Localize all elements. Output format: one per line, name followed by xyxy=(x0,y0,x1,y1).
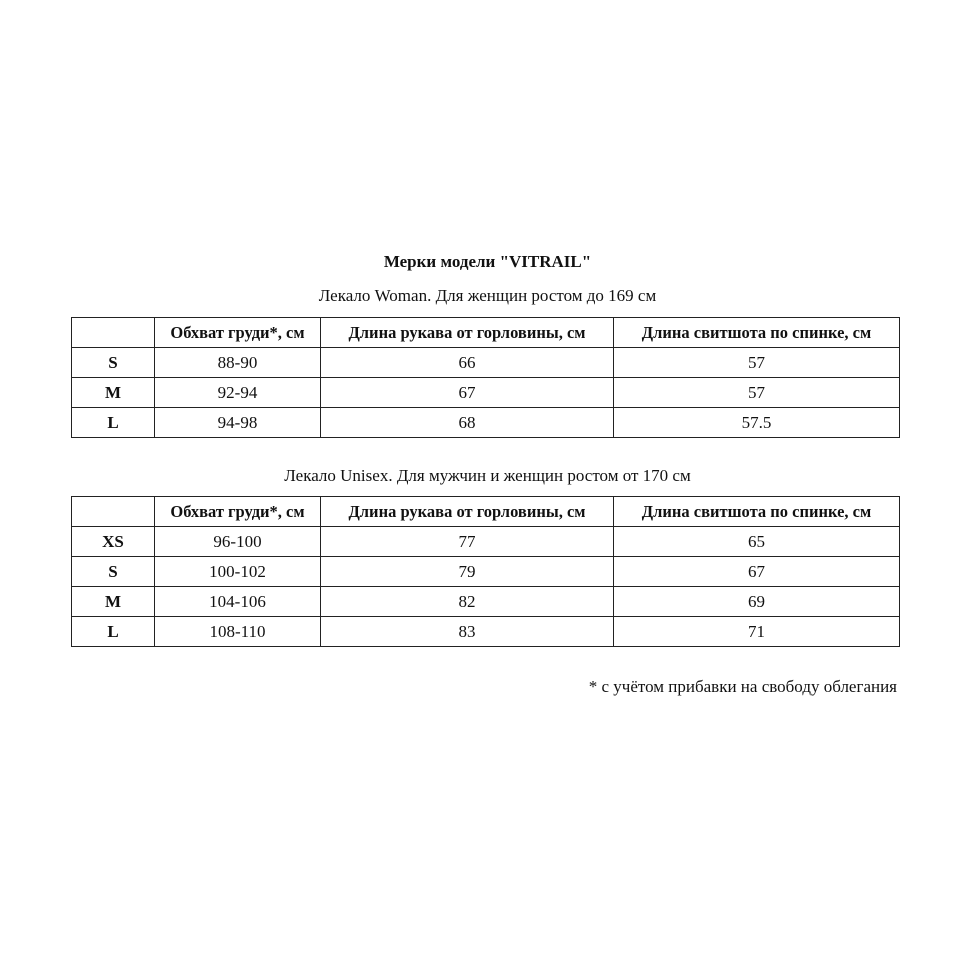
back-length-value: 67 xyxy=(614,557,900,587)
table-header-row xyxy=(72,318,900,348)
woman-size-table xyxy=(71,317,900,438)
header-size xyxy=(72,318,155,348)
header-sleeve: Длина рукава от горловины, см xyxy=(321,318,614,348)
back-length-value: 65 xyxy=(614,527,900,557)
back-length-value: 57 xyxy=(614,348,900,378)
chest-value: 96-100 xyxy=(155,527,321,557)
table-row xyxy=(72,408,900,438)
size-label: XS xyxy=(72,527,155,557)
back-length-value: 57 xyxy=(614,378,900,408)
size-label: S xyxy=(72,348,155,378)
chest-value: 108-110 xyxy=(155,617,321,647)
back-length-value: 71 xyxy=(614,617,900,647)
sleeve-value: 68 xyxy=(321,408,614,438)
sleeve-value: 82 xyxy=(321,587,614,617)
sleeve-value: 66 xyxy=(321,348,614,378)
chest-value: 88-90 xyxy=(155,348,321,378)
sleeve-value: 67 xyxy=(321,378,614,408)
size-label: M xyxy=(72,587,155,617)
header-chest: Обхват груди*, см xyxy=(155,497,321,527)
table-row xyxy=(72,587,900,617)
chest-value: 104-106 xyxy=(155,587,321,617)
page-title: Мерки модели "VITRAIL" xyxy=(383,252,592,271)
size-label: S xyxy=(72,557,155,587)
table-row xyxy=(72,348,900,378)
sleeve-value: 79 xyxy=(321,557,614,587)
sleeve-value: 77 xyxy=(321,527,614,557)
back-length-value: 69 xyxy=(614,587,900,617)
table-row xyxy=(72,557,900,587)
unisex-table-subtitle: Лекало Unisex. Для мужчин и женщин ростом от 170 см xyxy=(284,466,691,485)
table-row xyxy=(72,617,900,647)
table-row xyxy=(72,378,900,408)
header-back-length: Длина свитшота по спинке, см xyxy=(614,318,900,348)
chest-value: 94-98 xyxy=(155,408,321,438)
chest-value: 92-94 xyxy=(155,378,321,408)
size-label: L xyxy=(72,617,155,647)
unisex-size-table xyxy=(71,496,900,647)
woman-table-subtitle: Лекало Woman. Для женщин ростом до 169 см xyxy=(318,286,657,305)
header-back-length: Длина свитшота по спинке, см xyxy=(614,497,900,527)
header-size xyxy=(72,497,155,527)
size-label: M xyxy=(72,378,155,408)
header-sleeve: Длина рукава от горловины, см xyxy=(321,497,614,527)
sleeve-value: 83 xyxy=(321,617,614,647)
footnote: * с учётом прибавки на свободу облегания xyxy=(588,677,897,696)
chest-value: 100-102 xyxy=(155,557,321,587)
table-row xyxy=(72,527,900,557)
table-header-row xyxy=(72,497,900,527)
header-chest: Обхват груди*, см xyxy=(155,318,321,348)
size-label: L xyxy=(72,408,155,438)
back-length-value: 57.5 xyxy=(614,408,900,438)
